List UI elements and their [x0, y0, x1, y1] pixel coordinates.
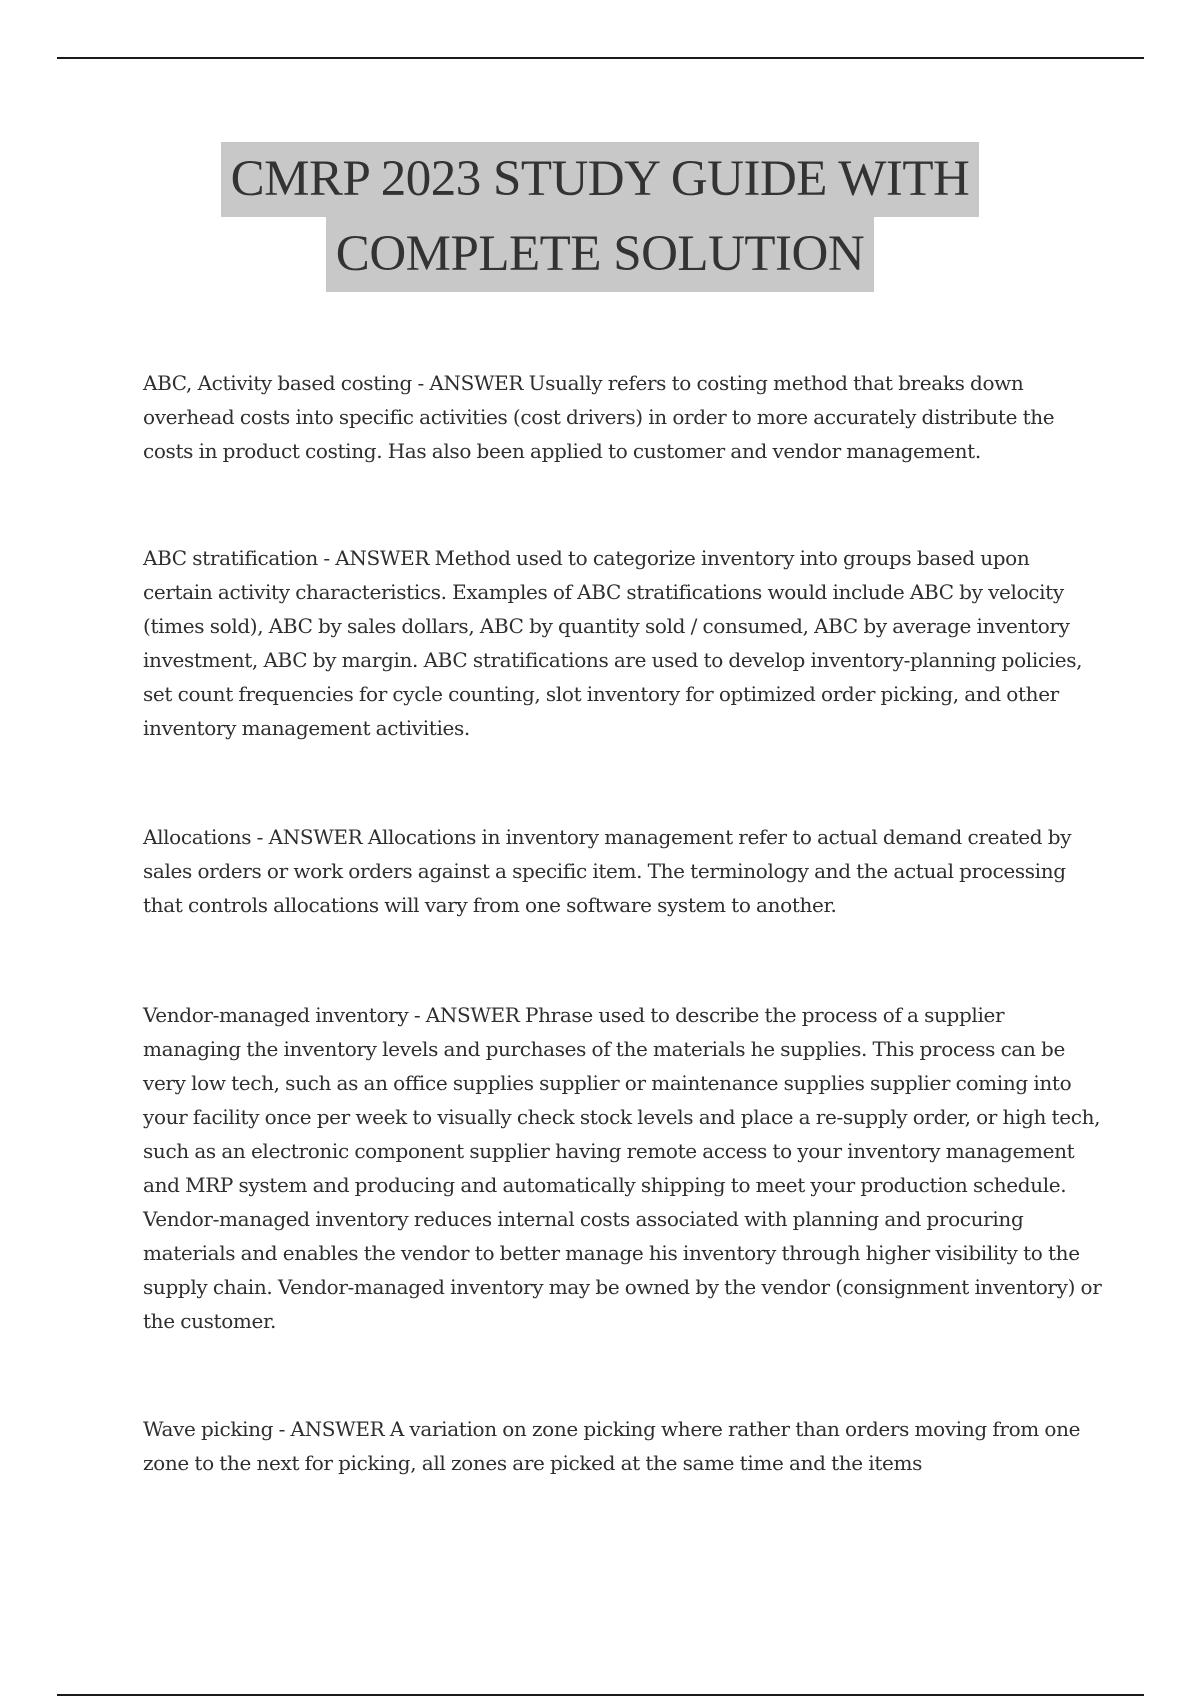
title-line-1: CMRP 2023 STUDY GUIDE WITH	[221, 142, 980, 217]
entry-wave-picking: Wave picking - ANSWER A variation on zone picking where rather than orders moving from one zone to the next for picking, all zones are picked at the same time and the items	[143, 1417, 1081, 1475]
entry-abc-stratification: ABC stratification - ANSWER Method used to categorize inventory into groups based upon certain activity characteristics. Examples of ABC stratifications would include ABC by velocity (times sold), ABC by sales dollars, ABC by quantity sold / consumed, ABC by average inventory investment, ABC by margin. ABC stratifications are used to develop inventory-planning policies, set count frequencies for cycle counting, slot inventory for optimized order picking, and other inventory management activities.	[143, 546, 1083, 740]
bottom-rule	[57, 1694, 1144, 1696]
document-title	[0, 142, 1200, 292]
entry-allocations: Allocations - ANSWER Allocations in inventory management refer to actual demand created by sales orders or work orders against a specific item. The terminology and the actual processing that controls allocations will vary from one software system to another.	[143, 825, 1072, 917]
title-line-2: COMPLETE SOLUTION	[326, 217, 874, 292]
entry-vendor-managed-inventory: Vendor-managed inventory - ANSWER Phrase used to describe the process of a supplier managing the inventory levels and purchases of the materials he supplies. This process can be very low tech, such as an office supplies supplier or maintenance supplies supplier coming into your facility once per week to visually check stock levels and place a re-supply order, or high tech, such as an electronic component supplier having remote access to your inventory management and MRP system and producing and automatically shipping to meet your production schedule. Vendor-managed inventory reduces internal costs associated with planning and procuring materials and enables the vendor to better manage his inventory through higher visibility to the supply chain. Vendor-managed inventory may be owned by the vendor (consignment inventory) or the customer.	[143, 1003, 1102, 1333]
top-rule	[57, 57, 1144, 59]
entry-abc-activity-based-costing: ABC, Activity based costing - ANSWER Usually refers to costing method that breaks down overhead costs into specific activities (cost drivers) in order to more accurately distribute the costs in product costing. Has also been applied to customer and vendor management.	[143, 371, 1055, 463]
